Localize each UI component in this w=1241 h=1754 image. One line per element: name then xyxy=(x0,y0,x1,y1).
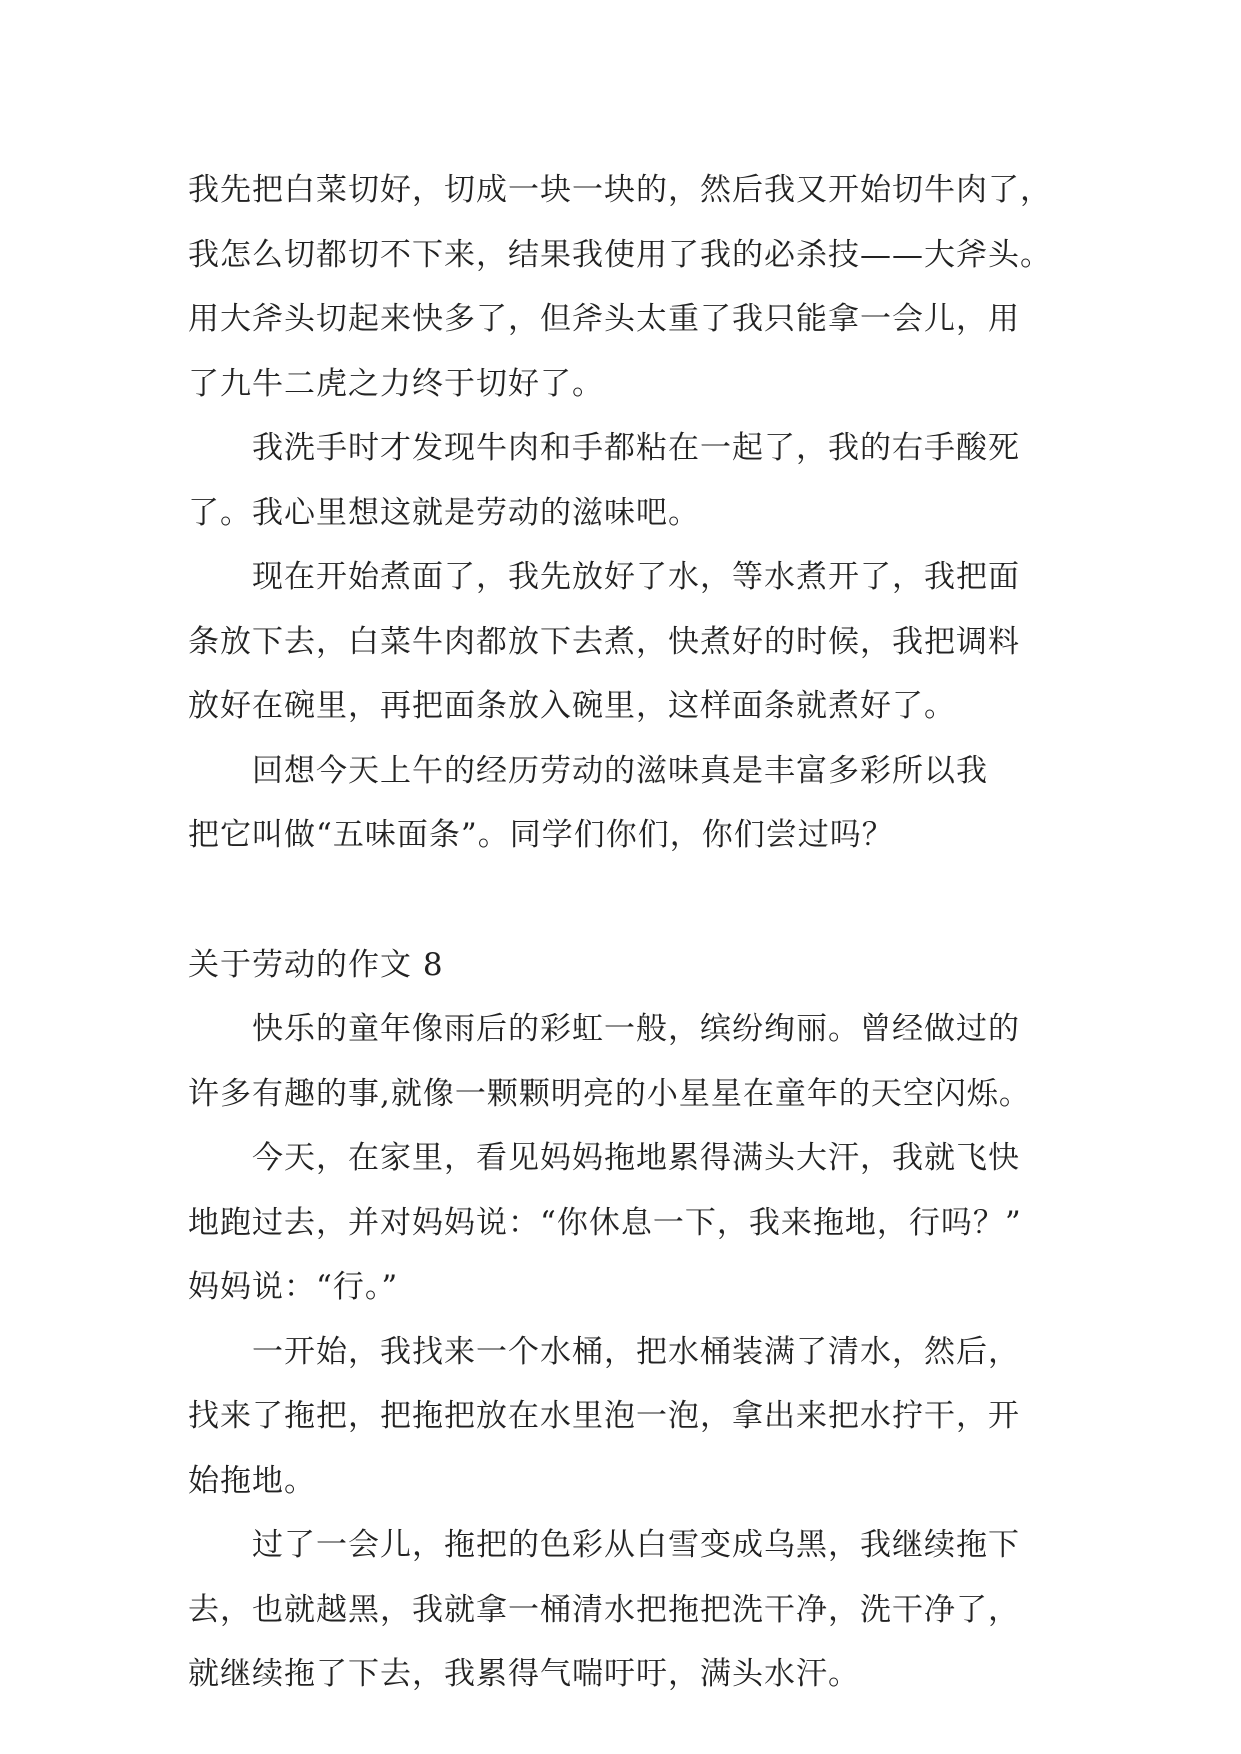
section-gap xyxy=(188,868,1088,933)
text-line: 今天，在家里，看见妈妈拖地累得满头大汗，我就飞快 xyxy=(252,1140,1020,1176)
text-line: 找来了拖把，把拖把放在水里泡一泡，拿出来把水拧干，开 xyxy=(188,1398,1020,1434)
paragraph-7 xyxy=(188,1320,1088,1514)
text-line: 过了一会儿，拖把的色彩从白雪变成乌黑，我继续拖下 xyxy=(252,1527,1020,1563)
text-line: 现在开始煮面了，我先放好了水，等水煮开了，我把面 xyxy=(252,559,1020,595)
paragraph-1 xyxy=(188,158,1088,416)
text-line: 把它叫做“五味面条”。同学们你们，你们尝过吗？ xyxy=(188,817,894,853)
text-line: 始拖地。 xyxy=(188,1462,316,1499)
section-heading: 关于劳动的作文 8 xyxy=(188,946,444,983)
text-line: 我怎么切都切不下来，结果我使用了我的必杀技——大斧头。 xyxy=(188,236,1052,273)
paragraph-2 xyxy=(188,416,1088,545)
text-line: 去，也就越黑，我就拿一桶清水把拖把洗干净，洗干净了， xyxy=(188,1591,1020,1628)
text-line: 我先把白菜切好，切成一块一块的，然后我又开始切牛肉了， xyxy=(188,172,1052,208)
paragraph-8 xyxy=(188,1513,1088,1707)
document-body xyxy=(188,158,1088,1707)
text-line: 用大斧头切起来快多了，但斧头太重了我只能拿一会儿，用 xyxy=(188,301,1020,337)
paragraph-3 xyxy=(188,545,1088,739)
text-line: 一开始，我找来一个水桶，把水桶装满了清水，然后， xyxy=(252,1333,1020,1370)
text-line: 放好在碗里，再把面条放入碗里，这样面条就煮好了。 xyxy=(188,688,956,724)
text-line: 了。我心里想这就是劳动的滋味吧。 xyxy=(188,494,700,531)
paragraph-4 xyxy=(188,739,1088,868)
text-line: 我洗手时才发现牛肉和手都粘在一起了，我的右手酸死 xyxy=(252,430,1020,466)
text-line: 快乐的童年像雨后的彩虹一般，缤纷绚丽。曾经做过的 xyxy=(252,1011,1020,1047)
text-line: 地跑过去，并对妈妈说：“你休息一下，我来拖地，行吗？” xyxy=(188,1204,1022,1241)
text-line: 妈妈说：“行。” xyxy=(188,1269,399,1305)
paragraph-6 xyxy=(188,1126,1088,1320)
text-line: 了九牛二虎之力终于切好了。 xyxy=(188,365,604,402)
text-line: 许多有趣的事,就像一颗颗明亮的小星星在童年的天空闪烁。 xyxy=(188,1075,1031,1112)
text-line: 条放下去，白菜牛肉都放下去煮，快煮好的时候，我把调料 xyxy=(188,623,1020,660)
text-line: 就继续拖了下去，我累得气喘吁吁，满头水汗。 xyxy=(188,1656,860,1692)
text-line: 回想今天上午的经历劳动的滋味真是丰富多彩所以我 xyxy=(252,752,988,789)
paragraph-5 xyxy=(188,997,1088,1126)
